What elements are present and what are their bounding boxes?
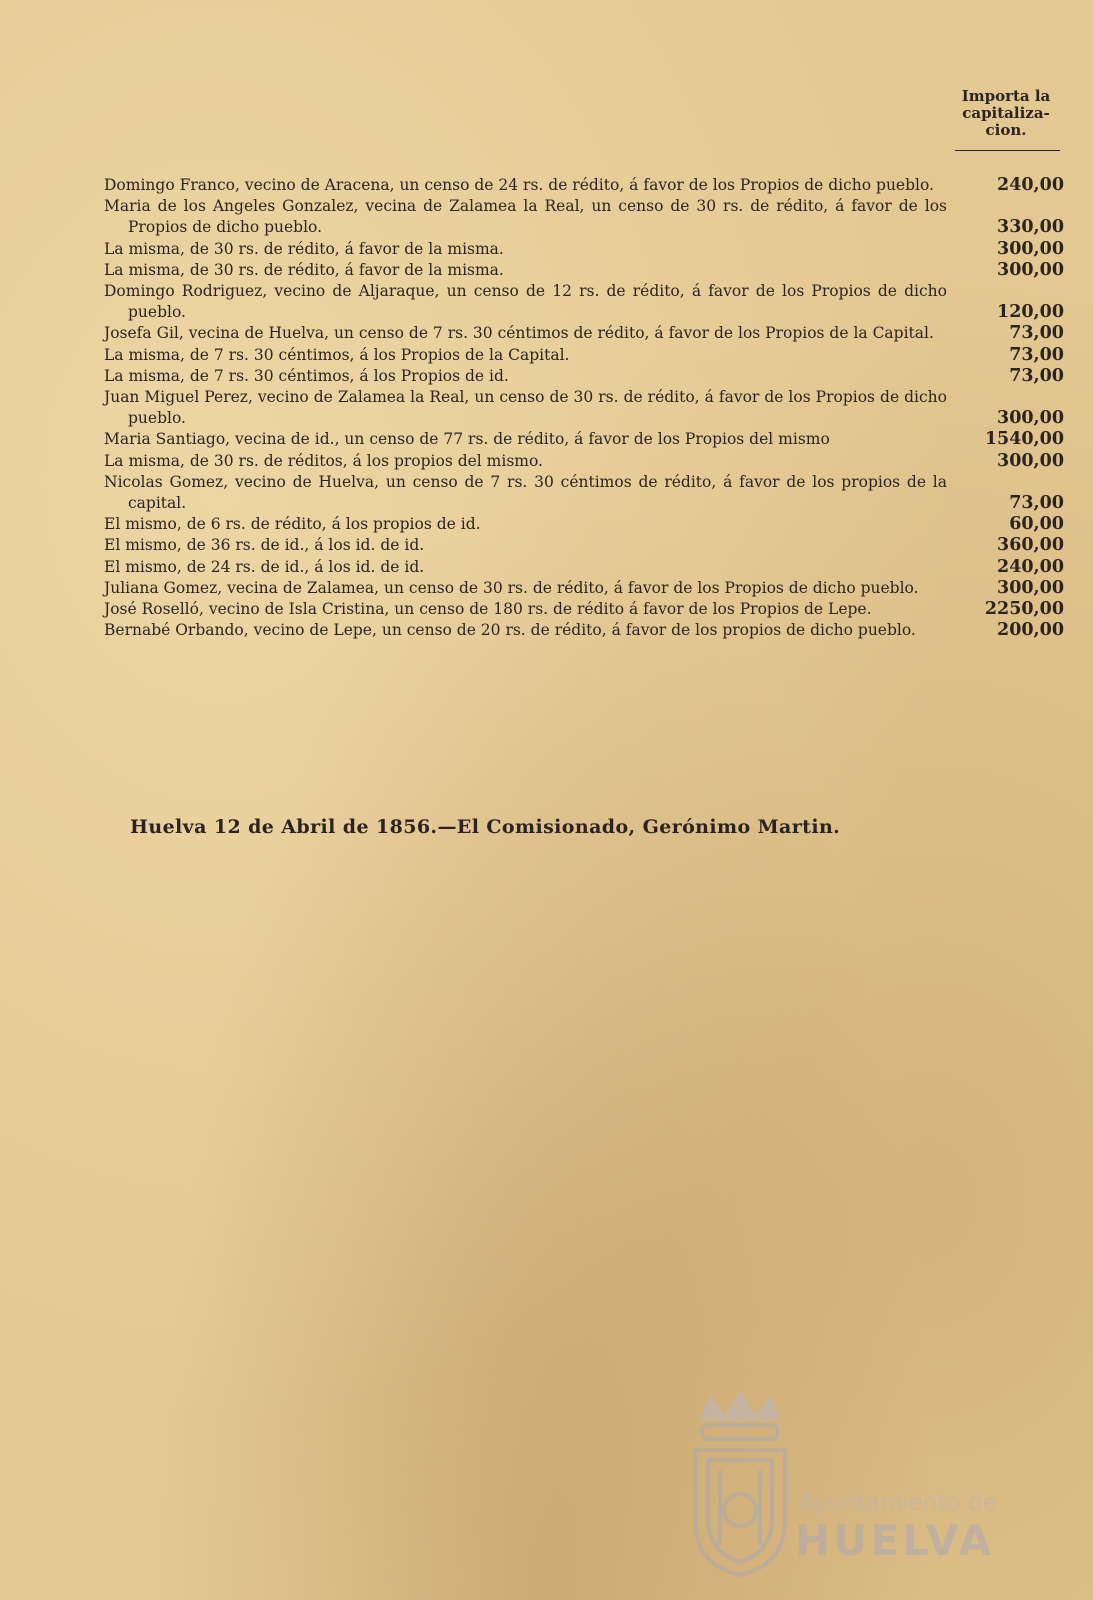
- entry-amount: 73,00: [1009, 493, 1064, 514]
- entry-text: Domingo Franco, vecino de Aracena, un censo de 24 rs. de rédito, á favor de los Propios de dicho pueblo.: [104, 176, 934, 194]
- column-header-line-3: cion.: [985, 121, 1027, 139]
- entry-amount: 240,00: [997, 556, 1064, 577]
- entry-text: Nicolas Gomez, vecino de Huelva, un censo de 7 rs. 30 céntimos de rédito, á favor de los propios de la capital.: [104, 472, 947, 513]
- entry-row: [104, 472, 1064, 514]
- entry-row: [104, 281, 1064, 323]
- entry-row: [104, 175, 1064, 196]
- watermark-line-1: Ayuntamiento de: [800, 1490, 997, 1516]
- entry-row: [104, 620, 1064, 641]
- entry-amount: 300,00: [997, 259, 1064, 280]
- watermark: [680, 1380, 1010, 1580]
- entry-text: Domingo Rodriguez, vecino de Aljaraque, un censo de 12 rs. de rédito, á favor de los Propios de dicho pueblo.: [104, 282, 947, 322]
- entry-amount: 120,00: [997, 302, 1064, 323]
- entry-text: La misma, de 30 rs. de rédito, á favor de la misma.: [104, 260, 504, 279]
- entry-amount: 200,00: [997, 620, 1064, 641]
- coat-of-arms-icon: [680, 1380, 800, 1580]
- entry-amount: 300,00: [997, 450, 1064, 471]
- entry-row: [104, 535, 1064, 556]
- entry-text: El mismo, de 36 rs. de id., á los id. de id.: [104, 536, 425, 555]
- entry-row: [104, 345, 1064, 366]
- entry-text: La misma, de 30 rs. de réditos, á los propios del mismo.: [104, 451, 543, 470]
- entry-row: [104, 451, 1064, 472]
- entry-row: [104, 429, 1064, 450]
- entry-row: [104, 239, 1064, 260]
- entry-amount: 73,00: [1009, 323, 1064, 344]
- entry-text: La misma, de 30 rs. de rédito, á favor de la misma.: [104, 239, 504, 258]
- column-header-rule: [955, 150, 1060, 151]
- entry-text: El mismo, de 24 rs. de id., á los id. de id.: [104, 557, 425, 576]
- entry-amount: 330,00: [997, 217, 1064, 238]
- entry-row: [104, 366, 1064, 387]
- entry-amount: 300,00: [997, 408, 1064, 429]
- column-header-importa: [950, 88, 1062, 139]
- entry-row: [104, 599, 1064, 620]
- entry-text: Maria de los Angeles Gonzalez, vecina de Zalamea la Real, un censo de 30 rs. de rédito, á favor de los Propios de dicho pueblo.: [104, 197, 947, 237]
- entry-amount: 360,00: [997, 535, 1064, 556]
- footer-signature: Huelva 12 de Abril de 1856.—El Comisionado, Gerónimo Martin.: [130, 816, 841, 838]
- entry-row: [104, 514, 1064, 535]
- entry-amount: 2250,00: [984, 599, 1064, 620]
- entry-text: La misma, de 7 rs. 30 céntimos, á los Propios de id.: [104, 366, 509, 385]
- entries-list: [104, 175, 1064, 641]
- entry-text: José Roselló, vecino de Isla Cristina, un censo de 180 rs. de rédito á favor de los Propios de Lepe.: [104, 600, 872, 619]
- entry-amount: 73,00: [1009, 344, 1064, 365]
- entry-text: Juan Miguel Perez, vecino de Zalamea la Real, un censo de 30 rs. de rédito, á favor de los Propios de dicho pueblo.: [104, 388, 947, 428]
- entry-text: Juliana Gomez, vecina de Zalamea, un censo de 30 rs. de rédito, á favor de los Propios de dicho pueblo.: [104, 578, 919, 597]
- entry-text: El mismo, de 6 rs. de rédito, á los propios de id.: [104, 515, 481, 534]
- entry-amount: 73,00: [1009, 365, 1064, 386]
- entry-row: [104, 578, 1064, 599]
- entry-amount: 60,00: [1009, 514, 1064, 535]
- watermark-line-2: HUELVA: [795, 1516, 995, 1565]
- entry-row: [104, 557, 1064, 578]
- entry-row: [104, 196, 1064, 238]
- column-header-line-1: Importa la: [961, 87, 1051, 105]
- entry-row: [104, 323, 1064, 344]
- entry-amount: 1540,00: [984, 429, 1064, 450]
- entry-text: La misma, de 7 rs. 30 céntimos, á los Propios de la Capital.: [104, 345, 570, 364]
- entry-row: [104, 260, 1064, 281]
- column-header-line-2: capitaliza-: [962, 104, 1050, 122]
- entry-text: Bernabé Orbando, vecino de Lepe, un censo de 20 rs. de rédito, á favor de los propios de dicho pueblo.: [104, 621, 916, 640]
- entry-text: Maria Santiago, vecina de id., un censo de 77 rs. de rédito, á favor de los Propios del mismo: [104, 430, 830, 449]
- entry-amount: 300,00: [997, 577, 1064, 598]
- entry-amount: 240,00: [997, 175, 1064, 195]
- entry-row: [104, 387, 1064, 429]
- entry-amount: 300,00: [997, 238, 1064, 259]
- entry-text: Josefa Gil, vecina de Huelva, un censo de 7 rs. 30 céntimos de rédito, á favor de los Propios de la Capital.: [104, 324, 934, 343]
